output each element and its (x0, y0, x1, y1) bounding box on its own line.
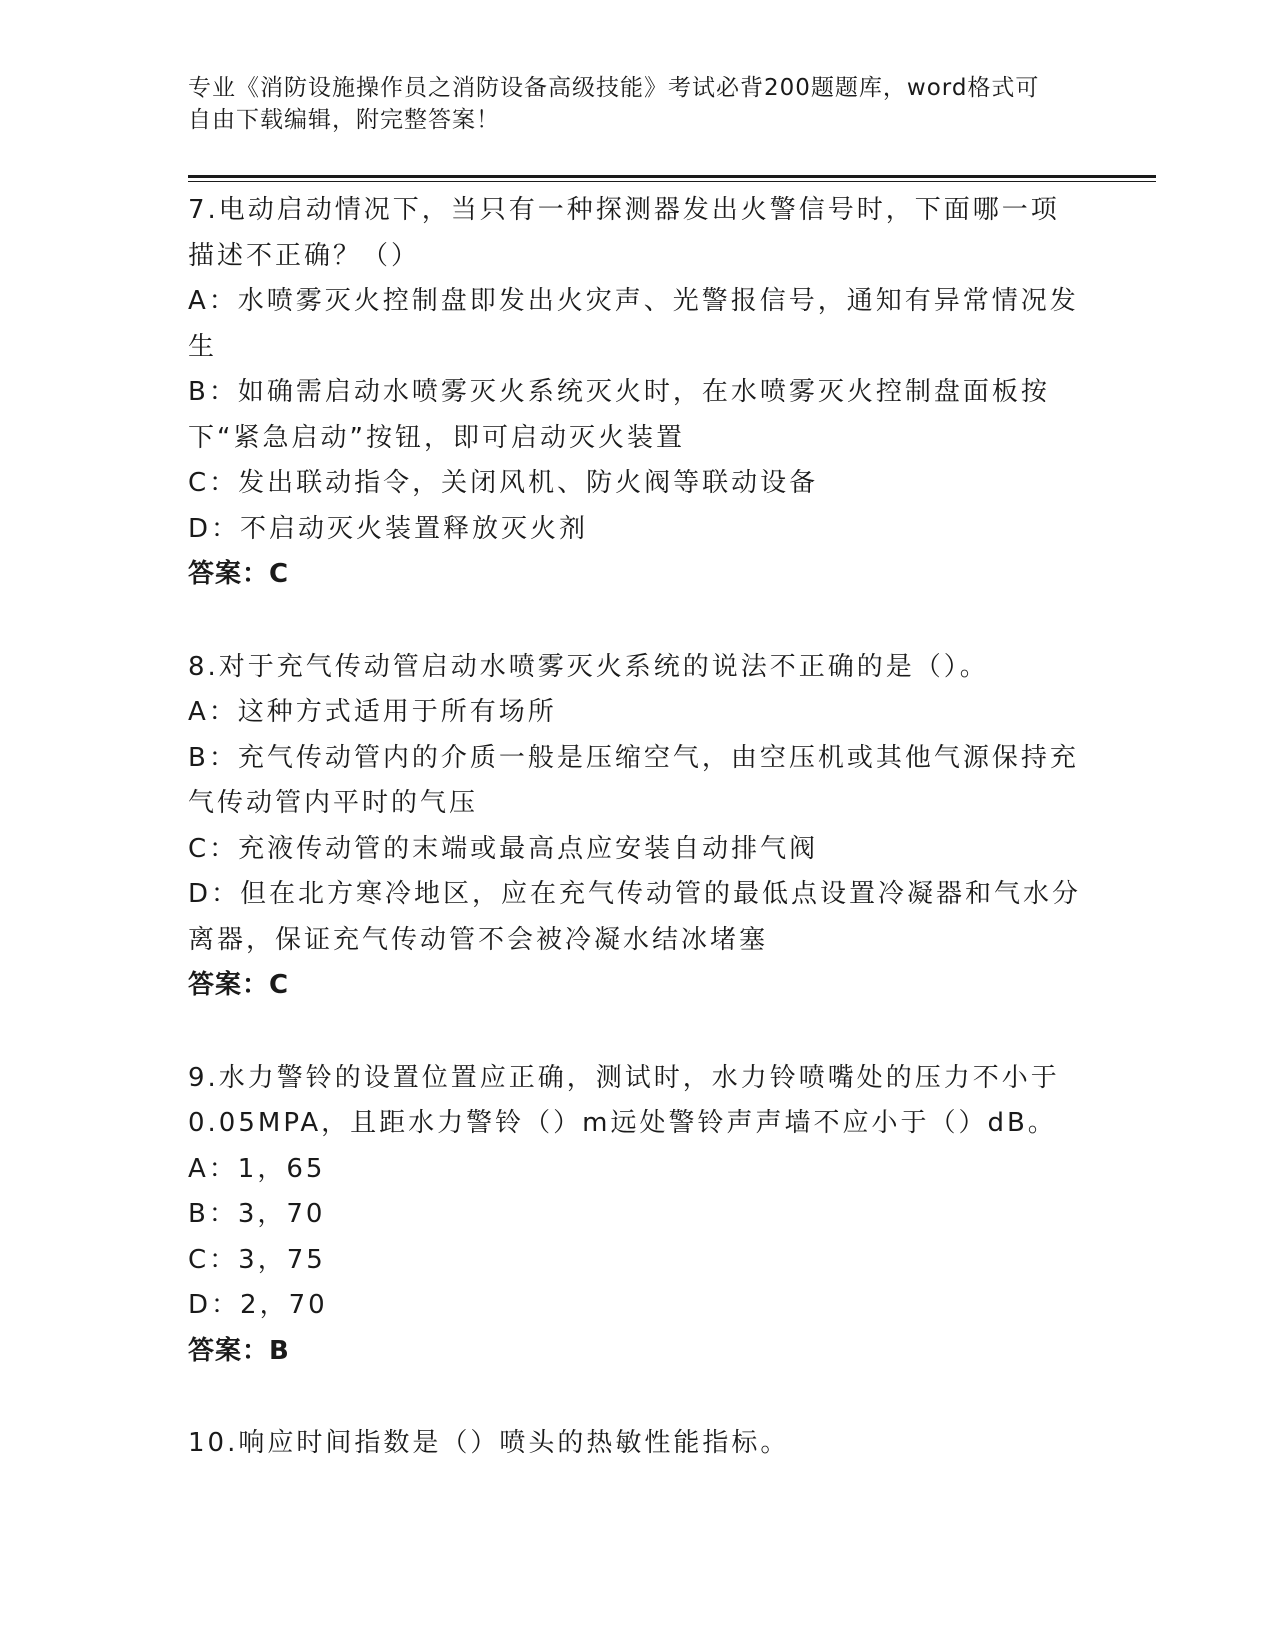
option-b: B：充气传动管内的介质一般是压缩空气，由空压机或其他气源保持充气传动管内平时的气压 (188, 742, 1079, 818)
answer-line: 答案：B (188, 1335, 290, 1366)
option-d: D：2，70 (188, 1290, 328, 1320)
option-c: C：3，75 (188, 1244, 326, 1275)
answer-line: 答案：C (188, 559, 290, 589)
question-10 (188, 1421, 1088, 1467)
question-list (188, 188, 1088, 1514)
option-b: B：如确需启动水喷雾灭火系统灭火时，在水喷雾灭火控制盘面板按下“紧急启动”按钮，即可启动灭火装置 (188, 377, 1050, 453)
question-stem: 7.电动启动情况下，当只有一种探测器发出火警信号时，下面哪一项描述不正确？（） (188, 195, 1060, 271)
question-8 (188, 645, 1088, 1009)
question-stem: 8.对于充气传动管启动水喷雾灭火系统的说法不正确的是（）。 (188, 651, 989, 682)
option-b: B：3，70 (188, 1199, 326, 1229)
question-9 (188, 1056, 1088, 1375)
option-d: D：但在北方寒冷地区，应在充气传动管的最低点设置冷凝器和气水分离器，保证充气传动管不会被冷凝水结冰堵塞 (188, 879, 1082, 955)
option-c: C：充液传动管的末端或最高点应安装自动排气阀 (188, 833, 819, 864)
header-line-2: 自由下载编辑，附完整答案！ (188, 107, 500, 133)
question-stem: 9.水力警铃的设置位置应正确，测试时，水力铃喷嘴处的压力不小于0.05MPA，且距水力警铃（）m远处警铃声声墙不应小于（）dB。 (188, 1062, 1060, 1138)
question-7 (188, 188, 1088, 598)
option-a: A：这种方式适用于所有场所 (188, 697, 557, 727)
header-line-1: 专业《消防设施操作员之消防设备高级技能》考试必背200题题库，word格式可 (188, 75, 1040, 101)
answer-line: 答案：C (188, 970, 290, 1000)
option-a: A：1，65 (188, 1153, 326, 1184)
question-stem: 10.响应时间指数是（）喷头的热敏性能指标。 (188, 1428, 790, 1458)
option-c: C：发出联动指令，关闭风机、防火阀等联动设备 (188, 468, 819, 498)
header-divider-thin (188, 181, 1156, 182)
document-header (188, 72, 1068, 136)
option-d: D：不启动灭火装置释放灭火剂 (188, 513, 589, 544)
header-divider-thick (188, 175, 1156, 178)
option-a: A：水喷雾灭火控制盘即发出火灾声、光警报信号，通知有异常情况发生 (188, 286, 1079, 362)
